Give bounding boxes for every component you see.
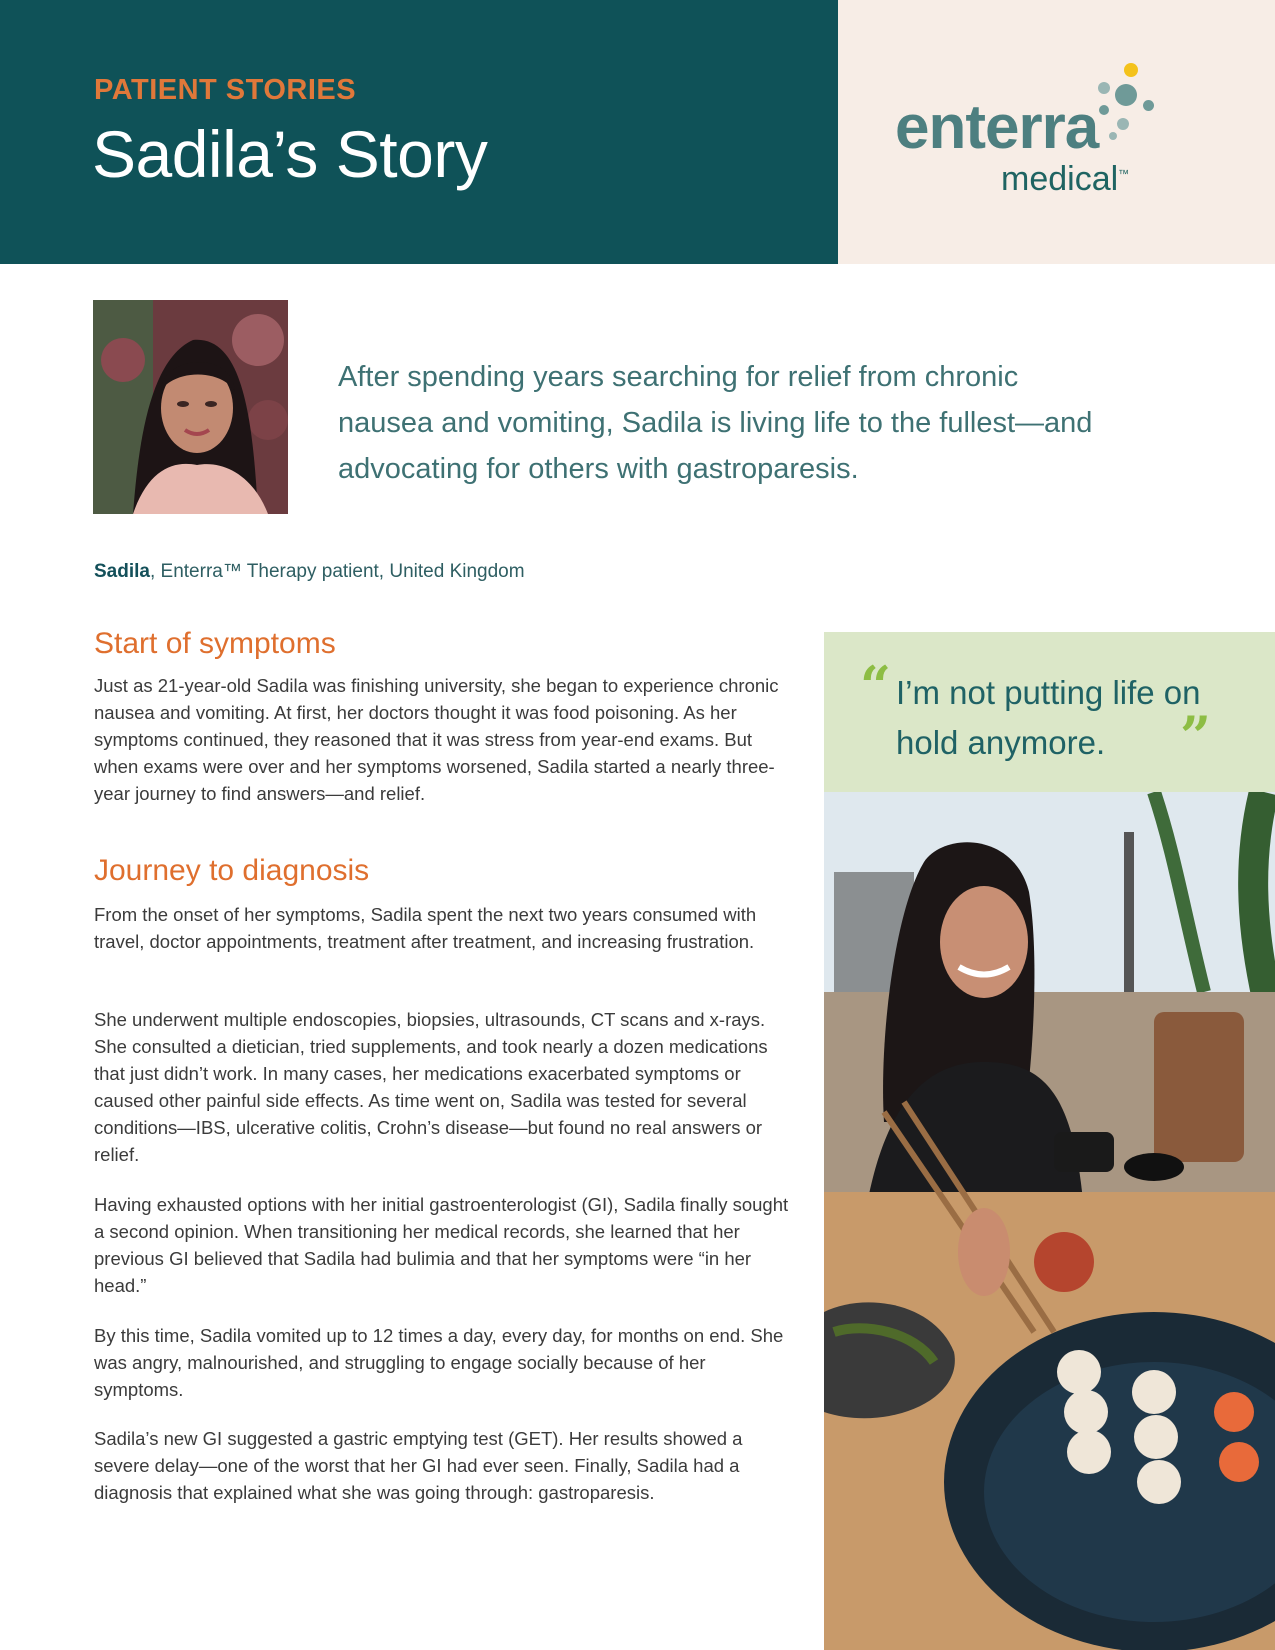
paragraph-diagnosis-1: From the onset of her symptoms, Sadila spent the next two years consumed with travel, doctor appointments, treatment after treatment, and increasing frustration.	[94, 904, 757, 952]
pull-quote-box	[824, 632, 1275, 792]
logo-dot	[1115, 84, 1137, 106]
caption-name: Sadila	[94, 561, 150, 582]
paragraph-diagnosis-2: She underwent multiple endoscopies, biopsies, ultrasounds, CT scans and x-rays. She consulted a dietician, tried supplements, and took nearly a dozen medications that just didn’t work. In many cases, her medications exacerbated symptoms or caused other painful side effects. As time went on, Sadila was tested for several conditions—IBS, ulcerative colitis, Crohn’s disease—but found no real answers or relief.	[94, 1009, 768, 1165]
paragraph-diagnosis-3: Having exhausted options with her initial gastroenterologist (GI), Sadila finally sought a second opinion. When transitioning her medical records, she learned that her previous GI believed that Sadila had bulimia and that her symptoms were “in her head.”	[94, 1194, 789, 1296]
intro-statement: After spending years searching for relief from chronic nausea and vomiting, Sadila is living life to the fullest—and advocating for others with gastroparesis.	[338, 361, 1093, 485]
section-eyebrow: PATIENT STORIES	[94, 74, 357, 106]
close-quote-mark: ”	[1180, 704, 1212, 768]
open-quote-mark: “	[860, 654, 892, 718]
logo-dot	[1143, 100, 1154, 111]
paragraph-diagnosis-4: By this time, Sadila vomited up to 12 times a day, every day, for months on end. She was angry, malnourished, and struggling to engage socially because of her symptoms.	[94, 1325, 784, 1400]
logo-dot	[1098, 82, 1110, 94]
pull-quote-text: I’m not putting life on hold anymore.	[896, 674, 1201, 761]
enterra-medical-logo	[895, 60, 1225, 200]
patient-dining-photo	[824, 792, 1275, 1650]
logo-dot	[1117, 118, 1129, 130]
paragraph-diagnosis-5: Sadila’s new GI suggested a gastric emptying test (GET). Her results showed a severe delay—one of the worst that her GI had ever seen. Finally, Sadila had a diagnosis that explained what she was going through: gastroparesis.	[94, 1428, 743, 1503]
logo-wordmark: enterra	[895, 93, 1099, 162]
paragraph-symptoms: Just as 21-year-old Sadila was finishing university, she began to experience chronic nausea and vomiting. At first, her doctors thought it was food poisoning. As her symptoms continued, they reasoned that it was stress from year-end exams. But when exams were over and her symptoms worsened, Sadila started a nearly three-year journey to find answers—and relief.	[94, 675, 779, 804]
logo-dot	[1109, 132, 1117, 140]
patient-portrait-photo	[93, 300, 288, 514]
photo-caption	[94, 561, 525, 583]
section-heading-symptoms: Start of symptoms	[94, 627, 336, 660]
section-heading-diagnosis: Journey to diagnosis	[94, 854, 370, 887]
logo-subtext: medical™	[1001, 160, 1130, 198]
logo-dot	[1099, 105, 1109, 115]
logo-dot-yellow	[1124, 63, 1138, 77]
caption-detail: , Enterra™ Therapy patient, United Kingdom	[149, 561, 525, 582]
page-title: Sadila’s Story	[92, 117, 488, 191]
